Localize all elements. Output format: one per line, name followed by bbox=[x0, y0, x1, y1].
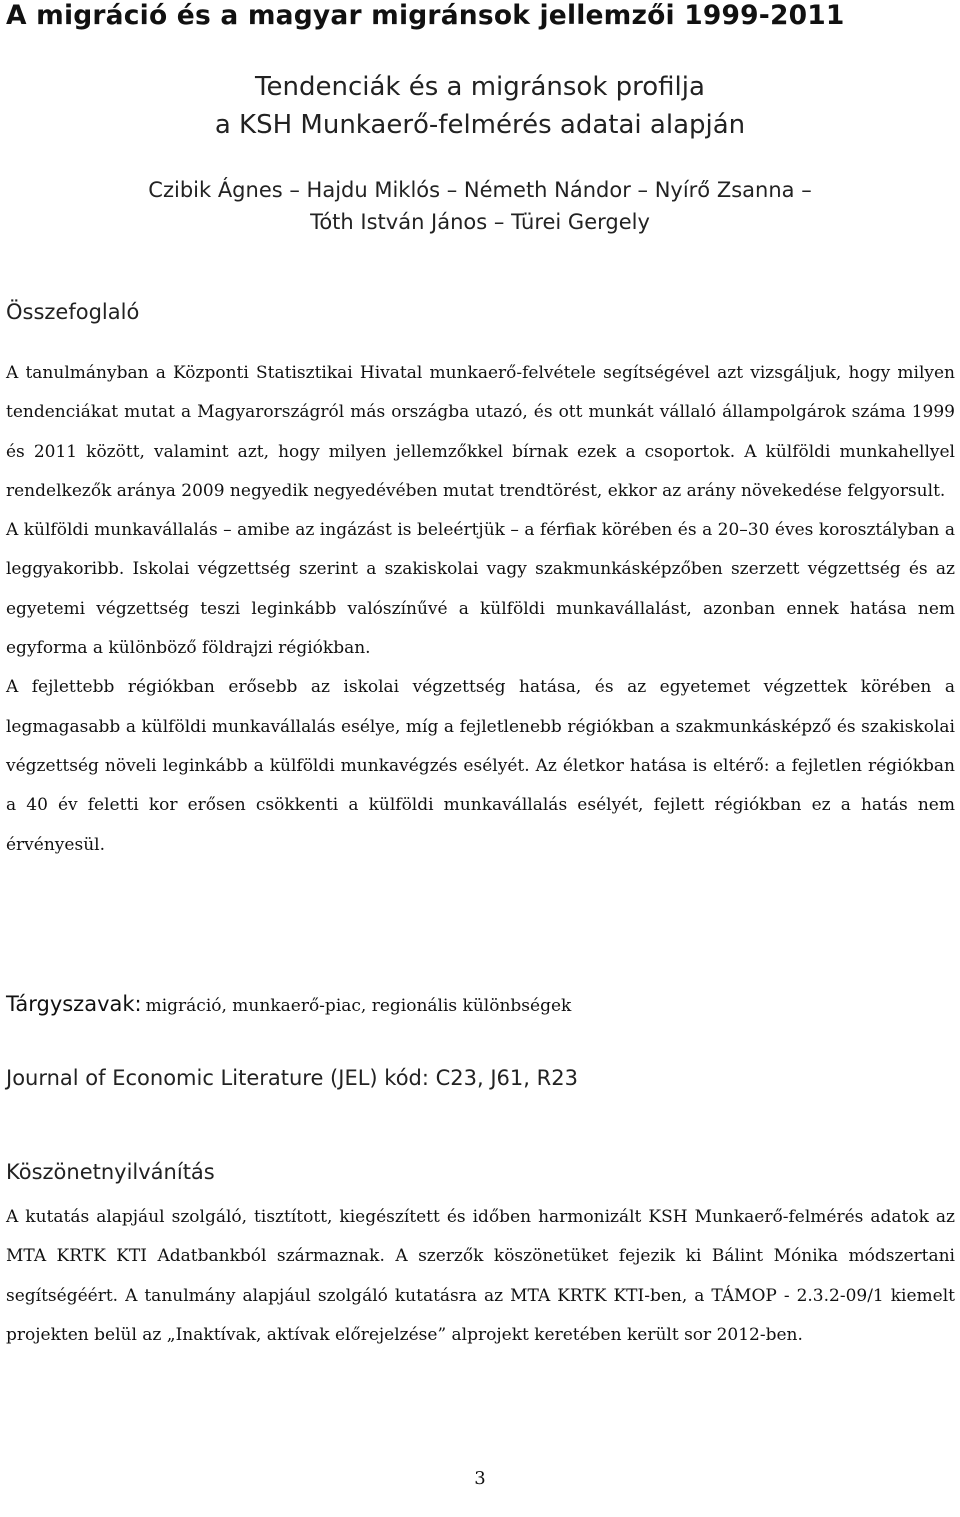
keywords-label: Tárgyszavak: bbox=[6, 992, 142, 1016]
abstract-heading: Összefoglaló bbox=[6, 300, 140, 324]
acknowledgements-paragraph: A kutatás alapjául szolgáló, tisztított, kiegészített és időben harmonizált KSH Munkaerő-felmérés adatok az MTA KRTK KTI Adatbankból származnak. A szerzők köszönetüket fejezik ki Bálint Mónika módszertani segítségéért. A tanulmány alapjául szolgáló kutatásra az MTA KRTK KTI-ben, a TÁMOP - 2.3.2-09/1 kiemelt projekten belül az „Inaktívak, aktívak előrejelzése” alprojekt keretében került sor 2012-ben. bbox=[6, 1207, 955, 1345]
acknowledgements-heading: Köszönetnyilvánítás bbox=[6, 1160, 215, 1184]
subtitle-line-2: a KSH Munkaerő-felmérés adatai alapján bbox=[214, 110, 746, 140]
subtitle-line-1: Tendenciák és a migránsok profilja bbox=[255, 72, 705, 102]
jel-codes: Journal of Economic Literature (JEL) kód: C23, J61, R23 bbox=[6, 1066, 578, 1090]
keywords-line bbox=[6, 992, 571, 1016]
document-title: A migráció és a magyar migránsok jellemzői 1999-2011 bbox=[6, 0, 845, 31]
page-number: 3 bbox=[474, 1468, 486, 1489]
authors-line-1: Czibik Ágnes – Hajdu Miklós – Németh Nándor – Nyírő Zsanna – bbox=[148, 178, 812, 202]
authors-line-2: Tóth István János – Türei Gergely bbox=[310, 210, 650, 234]
acknowledgements-body bbox=[6, 1198, 955, 1355]
abstract-paragraph-2: A külföldi munkavállalás – amibe az ingázást is beleértjük – a férfiak körében és a 20–30 éves korosztályban a leggyakoribb. Iskolai végzettség szerint a szakiskolai vagy szakmunkásképzőben szerzett végzettség és az egyetemi végzettség teszi leginkább valószínűvé a külföldi munkavállalást, azonban ennek hatása nem egyforma a különböző földrajzi régiókban. bbox=[6, 520, 955, 659]
abstract-body bbox=[6, 354, 955, 865]
abstract-paragraph-1: A tanulmányban a Központi Statisztikai Hivatal munkaerő-felvétele segítségével azt vizsgáljuk, hogy milyen tendenciákat mutat a Magyarországról más országba utazó, és ott munkát vállaló állampolgárok száma 1999 és 2011 között, valamint azt, hogy milyen jellemzőkkel bírnak ezek a csoportok. A külföldi munkahellyel rendelkezők aránya 2009 negyedik negyedévében mutat trendtörést, ekkor az arány növekedése felgyorsult. bbox=[6, 363, 955, 501]
abstract-paragraph-3: A fejlettebb régiókban erősebb az iskolai végzettség hatása, és az egyetemet végzettek körében a legmagasabb a külföldi munkavállalás esélye, míg a fejletlenebb régiókban a szakmunkásképző és szakiskolai végzettség növeli leginkább a külföldi munkavégzés esélyét. Az életkor hatása is eltérő: a fejletlen régiókban a 40 év feletti kor erősen csökkenti a külföldi munkavállalás esélyét, fejlett régiókban ez a hatás nem érvényesül. bbox=[6, 677, 955, 855]
keywords-text: migráció, munkaerő-piac, regionális különbségek bbox=[145, 996, 572, 1016]
author-list bbox=[0, 174, 960, 238]
document-subtitle bbox=[0, 68, 960, 144]
